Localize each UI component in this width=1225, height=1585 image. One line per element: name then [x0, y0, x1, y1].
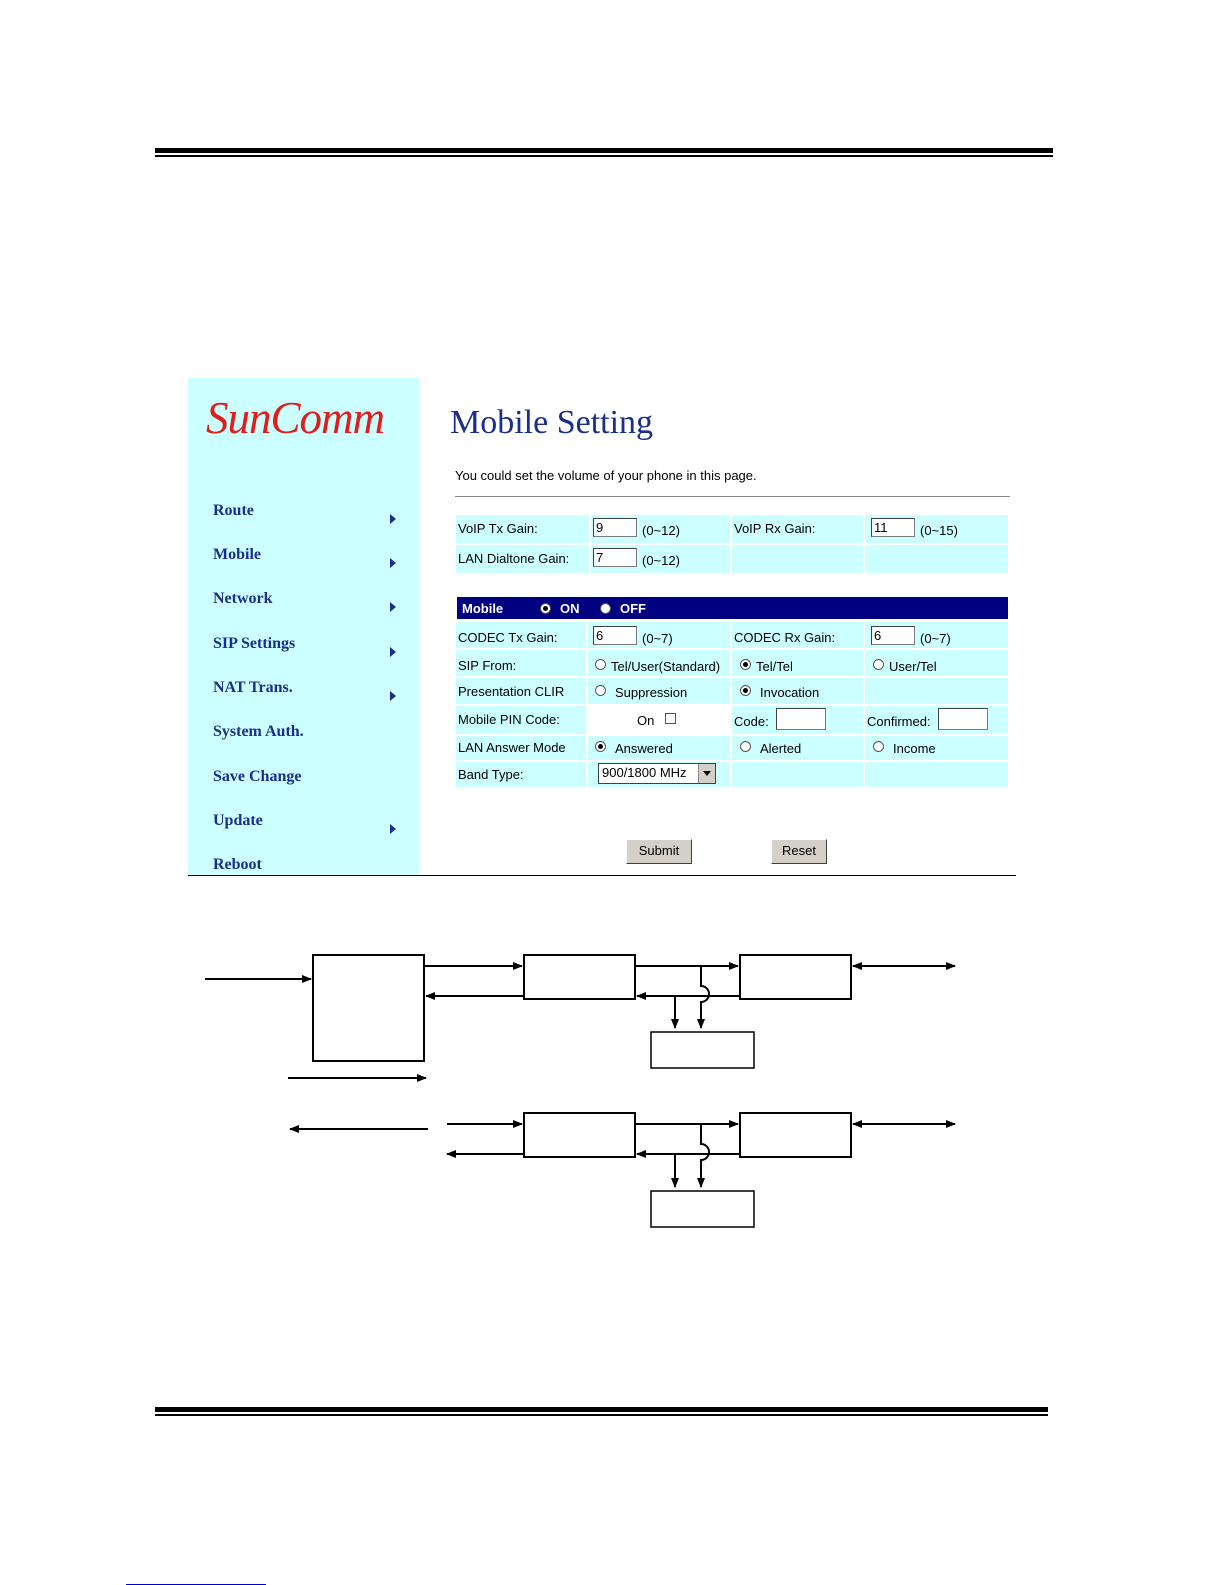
intro-text: You could set the volume of your phone in this page. [455, 468, 757, 483]
lan-answer-radio-alerted[interactable] [740, 741, 751, 752]
clir-radio-invocation[interactable] [740, 685, 751, 696]
chevron-down-icon[interactable] [698, 764, 715, 783]
codec-rx-input[interactable]: 6 [871, 626, 915, 645]
nav-system-auth[interactable]: System Auth. [213, 723, 304, 740]
sip-from-radio-tel-tel[interactable] [740, 659, 751, 670]
tap-down-4 [701, 1124, 709, 1187]
codec-tx-input[interactable]: 6 [593, 626, 637, 645]
lan-answer-radio-answered[interactable] [595, 741, 606, 752]
mobile-off-label: OFF [620, 601, 646, 616]
lan-answer-option-label: Answered [615, 741, 673, 756]
sip-from-radio-tel-user[interactable] [595, 659, 606, 670]
nav-route-arrow-icon [390, 514, 396, 524]
mobile-cell [865, 736, 1008, 760]
nav-route[interactable]: Route [213, 502, 254, 519]
codec-rx-label: CODEC Rx Gain: [734, 630, 836, 645]
block-main [313, 955, 424, 1061]
page-title: Mobile Setting [450, 404, 654, 441]
nav-nat-trans-arrow-icon [390, 691, 396, 701]
nav-network-arrow-icon [390, 602, 396, 612]
nav-mobile[interactable]: Mobile [213, 546, 261, 563]
lan-answer-radio-income[interactable] [873, 741, 884, 752]
mobile-on-radio[interactable] [540, 603, 551, 614]
mobile-cell [865, 762, 1008, 787]
nav-nat-trans[interactable]: NAT Trans. [213, 679, 293, 696]
voip-tx-input[interactable]: 9 [593, 518, 637, 537]
block-row1-right [740, 955, 851, 999]
pin-confirmed-label: Confirmed: [867, 714, 931, 729]
voip-rx-label: VoIP Rx Gain: [734, 521, 816, 536]
voip-rx-input[interactable]: 11 [871, 518, 915, 537]
diagram-row-2 [447, 1113, 955, 1227]
submit-button[interactable]: Submit [626, 839, 692, 864]
sidebar [188, 378, 419, 875]
nav-update-arrow-icon [390, 824, 396, 834]
pin-confirmed-input[interactable] [938, 708, 988, 730]
clir-option-label: Suppression [615, 685, 688, 700]
lan-answer-label: LAN Answer Mode [458, 740, 566, 755]
clir-option-label: Invocation [760, 685, 820, 700]
footer-rule-thin [155, 1414, 1048, 1416]
mobile-off-radio[interactable] [600, 603, 611, 614]
pin-on-checkbox[interactable] [665, 713, 676, 724]
screenshot-mobile-setting [188, 378, 1016, 876]
lan-dialtone-range: (0~12) [642, 553, 680, 568]
lan-answer-option-label: Alerted [760, 741, 802, 756]
codec-tx-label: CODEC Tx Gain: [458, 630, 558, 645]
band-label: Band Type: [458, 767, 524, 782]
block-row1-small [651, 1032, 754, 1068]
codec-tx-range: (0~7) [642, 631, 673, 646]
reset-button[interactable]: Reset [771, 839, 827, 864]
pin-label: Mobile PIN Code: [458, 712, 560, 727]
codec-rx-range: (0~7) [920, 631, 951, 646]
sip-from-option-label: User/Tel [889, 659, 937, 674]
band-select[interactable] [598, 763, 716, 784]
gain-cell [865, 545, 1008, 573]
divider [455, 496, 1010, 497]
clir-radio-suppression[interactable] [595, 685, 606, 696]
nav-mobile-arrow-icon [390, 558, 396, 568]
clir-label: Presentation CLIR [458, 684, 565, 699]
sip-from-radio-user-tel[interactable] [873, 659, 884, 670]
block-row2-right [740, 1113, 851, 1157]
nav-sip-settings-arrow-icon [390, 647, 396, 657]
screenshot-bottom-border [188, 875, 1016, 876]
block-diagram [190, 940, 970, 1240]
gain-cell [732, 545, 863, 573]
band-select-value: 900/1800 MHz [602, 765, 687, 780]
mobile-cell [865, 678, 1008, 704]
lan-answer-option-label: Income [893, 741, 936, 756]
pin-code-input[interactable] [776, 708, 826, 730]
sip-from-option-label: Tel/User(Standard) [611, 659, 721, 674]
mobile-header-label: Mobile [462, 601, 504, 616]
sip-from-label: SIP From: [458, 658, 517, 673]
block-row1-mid [524, 955, 635, 999]
header-rule-thin [155, 155, 1053, 157]
pin-code-label: Code: [734, 714, 769, 729]
voip-tx-range: (0~12) [642, 523, 680, 538]
mobile-cell [732, 650, 863, 676]
nav-sip-settings[interactable]: SIP Settings [213, 635, 296, 652]
sip-from-option-label: Tel/Tel [756, 659, 793, 674]
header-rule-thick [155, 148, 1053, 153]
nav-network[interactable]: Network [213, 590, 273, 607]
mobile-on-label: ON [560, 601, 580, 616]
voip-rx-range: (0~15) [920, 523, 958, 538]
nav-reboot[interactable]: Reboot [213, 856, 262, 873]
nav-update[interactable]: Update [213, 812, 263, 829]
suncomm-logo: SunComm [206, 393, 385, 443]
footer-rule-thick [155, 1407, 1048, 1412]
pin-on-label: On [637, 713, 655, 728]
voip-tx-label: VoIP Tx Gain: [458, 521, 538, 536]
block-row2-small [651, 1191, 754, 1227]
block-row2-mid [524, 1113, 635, 1157]
nav-save-change[interactable]: Save Change [213, 768, 302, 785]
lan-dialtone-input[interactable]: 7 [593, 548, 637, 567]
mobile-cell [732, 762, 863, 787]
lan-dialtone-label: LAN Dialtone Gain: [458, 551, 570, 566]
diagram-row-1 [205, 955, 955, 1129]
